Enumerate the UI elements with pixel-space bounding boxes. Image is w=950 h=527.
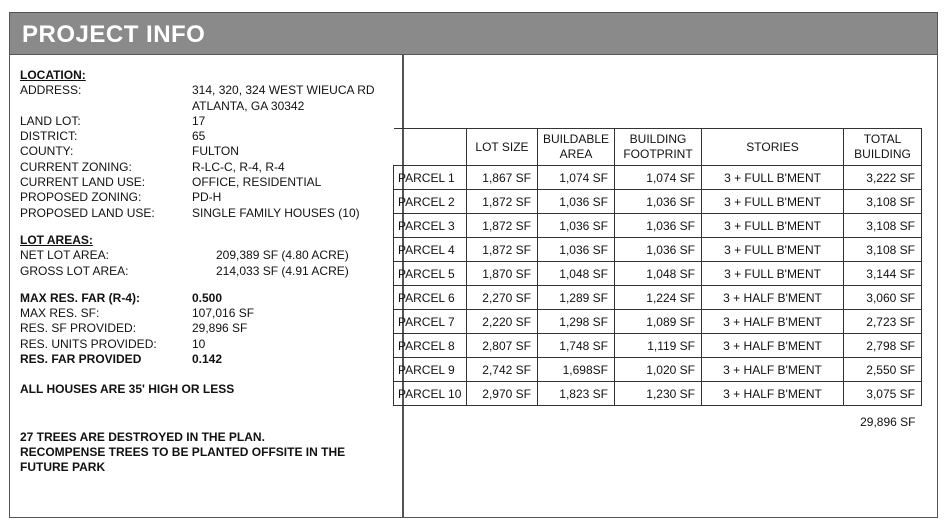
- parcel-name-cell: PARCEL 8: [394, 334, 467, 358]
- table-row: [394, 310, 922, 334]
- trees-note-line-1: 27 TREES ARE DESTROYED IN THE PLAN.: [20, 429, 265, 444]
- column-header: [615, 129, 702, 166]
- column-header-line-1: LOT SIZE: [475, 139, 529, 154]
- column-header: [467, 129, 538, 166]
- lot-area-value: 209,389 SF (4.80 ACRE): [216, 248, 349, 263]
- table-row: [394, 286, 922, 310]
- far-row: [20, 352, 395, 367]
- table-cell: 3,144 SF: [844, 262, 922, 286]
- location-row: [20, 99, 395, 114]
- table-cell: 2,220 SF: [467, 310, 538, 334]
- table-cell: 1,867 SF: [467, 166, 538, 190]
- table-cell: 1,048 SF: [615, 262, 702, 286]
- table-cell: 3 + HALF B'MENT: [702, 334, 844, 358]
- far-row: [20, 321, 395, 336]
- location-label: PROPOSED LAND USE:: [20, 205, 155, 220]
- location-value: 65: [192, 129, 206, 144]
- table-cell: 3 + FULL B'MENT: [702, 214, 844, 238]
- location-row: [20, 144, 395, 159]
- parcel-name-cell: PARCEL 3: [394, 214, 467, 238]
- parcel-name-cell: PARCEL 9: [394, 358, 467, 382]
- far-label: MAX RES. SF:: [20, 306, 100, 321]
- table-cell: 3 + FULL B'MENT: [702, 262, 844, 286]
- table-cell: 1,748 SF: [538, 334, 615, 358]
- table-cell: 1,036 SF: [538, 190, 615, 214]
- empty-cell: [394, 406, 467, 439]
- parcel-name-cell: PARCEL 2: [394, 190, 467, 214]
- far-label: RES. UNITS PROVIDED:: [20, 336, 157, 351]
- table-cell: 3,108 SF: [844, 214, 922, 238]
- column-header-line-2: BUILDING: [854, 147, 911, 161]
- table-cell: 3 + FULL B'MENT: [702, 238, 844, 262]
- table-cell: 3,060 SF: [844, 286, 922, 310]
- table-cell: 2,550 SF: [844, 358, 922, 382]
- table-cell: 1,036 SF: [538, 238, 615, 262]
- location-row: [20, 129, 395, 144]
- table-cell: 3 + HALF B'MENT: [702, 382, 844, 406]
- empty-cell: [467, 406, 538, 439]
- far-value: 29,896 SF: [192, 321, 248, 336]
- location-row: [20, 160, 395, 175]
- parcel-name-cell: PARCEL 4: [394, 238, 467, 262]
- parcel-name-cell: PARCEL 1: [394, 166, 467, 190]
- far-value: 0.142: [192, 352, 223, 367]
- location-label: CURRENT ZONING:: [20, 159, 132, 174]
- table-cell: 3 + HALF B'MENT: [702, 286, 844, 310]
- table-cell: 3 + FULL B'MENT: [702, 166, 844, 190]
- trees-note-line-3: FUTURE PARK: [20, 460, 106, 475]
- table-cell: 1,872 SF: [467, 190, 538, 214]
- table-cell: 1,036 SF: [615, 238, 702, 262]
- far-label: RES. FAR PROVIDED: [20, 352, 142, 367]
- table-cell: 2,970 SF: [467, 382, 538, 406]
- location-label: PROPOSED ZONING:: [20, 190, 142, 205]
- table-row: [394, 214, 922, 238]
- table-row: [394, 382, 922, 406]
- table-cell: 1,870 SF: [467, 262, 538, 286]
- location-value: FULTON: [192, 144, 239, 159]
- location-label: COUNTY:: [20, 144, 74, 159]
- location-label: [20, 99, 192, 114]
- table-cell: 2,270 SF: [467, 286, 538, 310]
- location-label: CURRENT LAND USE:: [20, 175, 146, 190]
- location-value: 314, 320, 324 WEST WIEUCA RD: [192, 83, 375, 98]
- lot-area-row: [20, 264, 395, 279]
- table-cell: 3 + FULL B'MENT: [702, 190, 844, 214]
- column-header-line-1: BUILDING: [629, 132, 687, 146]
- total-building-value: 29,896 SF: [844, 406, 922, 439]
- table-cell: 2,723 SF: [844, 310, 922, 334]
- location-value: ATLANTA, GA 30342: [192, 98, 305, 113]
- location-row: [20, 83, 395, 98]
- table-cell: 1,289 SF: [538, 286, 615, 310]
- table-row: [394, 334, 922, 358]
- location-label: ADDRESS:: [20, 83, 82, 98]
- far-row: [20, 337, 395, 352]
- far-label: MAX RES. FAR (R-4):: [20, 290, 140, 305]
- table-cell: 1,119 SF: [615, 334, 702, 358]
- table-row: [394, 238, 922, 262]
- table-cell: 2,742 SF: [467, 358, 538, 382]
- table-cell: 3,108 SF: [844, 190, 922, 214]
- table-cell: 1,698SF: [538, 358, 615, 382]
- table-cell: 1,020 SF: [615, 358, 702, 382]
- location-value: SINGLE FAMILY HOUSES (10): [192, 205, 360, 220]
- far-value: 107,016 SF: [192, 306, 255, 321]
- panel-header: [10, 13, 937, 55]
- location-value: PD-H: [192, 190, 222, 205]
- table-header-row: [394, 129, 922, 166]
- parcel-table: [393, 128, 922, 438]
- location-heading: LOCATION:: [20, 68, 86, 82]
- table-cell: 1,224 SF: [615, 286, 702, 310]
- table-cell: 3,108 SF: [844, 238, 922, 262]
- empty-cell: [538, 406, 615, 439]
- column-header-line-1: STORIES: [746, 139, 799, 154]
- left-info-column: [20, 68, 395, 476]
- lot-area-row: [20, 248, 395, 263]
- table-row: [394, 262, 922, 286]
- lot-areas-heading: LOT AREAS:: [20, 232, 93, 247]
- column-header: [844, 129, 922, 166]
- table-row: [394, 358, 922, 382]
- table-cell: 1,872 SF: [467, 214, 538, 238]
- column-header: [702, 129, 844, 166]
- height-note: ALL HOUSES ARE 35' HIGH OR LESS: [20, 382, 235, 397]
- table-cell: 1,036 SF: [615, 190, 702, 214]
- column-header-line-2: FOOTPRINT: [623, 147, 693, 161]
- column-header: [394, 129, 467, 166]
- table-cell: 3 + HALF B'MENT: [702, 310, 844, 334]
- table-cell: 1,036 SF: [538, 214, 615, 238]
- panel-title: PROJECT INFO: [22, 21, 206, 48]
- location-value: R-LC-C, R-4, R-4: [192, 159, 285, 174]
- table-cell: 1,036 SF: [615, 214, 702, 238]
- trees-note-line-2: RECOMPENSE TREES TO BE PLANTED OFFSITE IN THE: [20, 444, 346, 459]
- table-cell: 3,075 SF: [844, 382, 922, 406]
- location-label: LAND LOT:: [20, 113, 81, 128]
- lot-areas-list: [20, 248, 395, 279]
- far-row: [20, 306, 395, 321]
- location-list: [20, 83, 395, 221]
- far-value: 10: [192, 336, 206, 351]
- location-label: DISTRICT:: [20, 129, 78, 144]
- column-header-line-2: AREA: [559, 147, 593, 161]
- parcel-name-cell: PARCEL 6: [394, 286, 467, 310]
- far-list: [20, 291, 395, 367]
- column-header-line-1: BUILDABLE: [542, 132, 610, 146]
- location-value: 17: [192, 113, 206, 128]
- table-cell: 1,074 SF: [615, 166, 702, 190]
- table-cell: 1,089 SF: [615, 310, 702, 334]
- total-row: [394, 406, 922, 439]
- table-cell: 2,807 SF: [467, 334, 538, 358]
- location-row: [20, 114, 395, 129]
- location-row: [20, 175, 395, 190]
- far-value: 0.500: [192, 290, 223, 305]
- table-cell: 3 + HALF B'MENT: [702, 358, 844, 382]
- column-header-line-1: TOTAL: [863, 132, 902, 146]
- table-cell: 2,798 SF: [844, 334, 922, 358]
- column-header: [538, 129, 615, 166]
- lot-area-value: 214,033 SF (4.91 ACRE): [216, 263, 349, 278]
- table-cell: 3,222 SF: [844, 166, 922, 190]
- empty-cell: [615, 406, 702, 439]
- parcel-name-cell: PARCEL 7: [394, 310, 467, 334]
- table-row: [394, 190, 922, 214]
- parcel-name-cell: PARCEL 5: [394, 262, 467, 286]
- table-cell: 1,230 SF: [615, 382, 702, 406]
- empty-cell: [702, 406, 844, 439]
- location-row: [20, 190, 395, 205]
- table-cell: 1,823 SF: [538, 382, 615, 406]
- lot-area-label: GROSS LOT AREA:: [20, 263, 129, 278]
- table-cell: 1,048 SF: [538, 262, 615, 286]
- far-label: RES. SF PROVIDED:: [20, 321, 137, 336]
- table-cell: 1,298 SF: [538, 310, 615, 334]
- location-row: [20, 206, 395, 221]
- location-value: OFFICE, RESIDENTIAL: [192, 175, 322, 190]
- table-row: [394, 166, 922, 190]
- table-cell: 1,872 SF: [467, 238, 538, 262]
- table-cell: 1,074 SF: [538, 166, 615, 190]
- far-row: [20, 291, 395, 306]
- lot-area-label: NET LOT AREA:: [20, 248, 109, 263]
- parcel-name-cell: PARCEL 10: [394, 382, 467, 406]
